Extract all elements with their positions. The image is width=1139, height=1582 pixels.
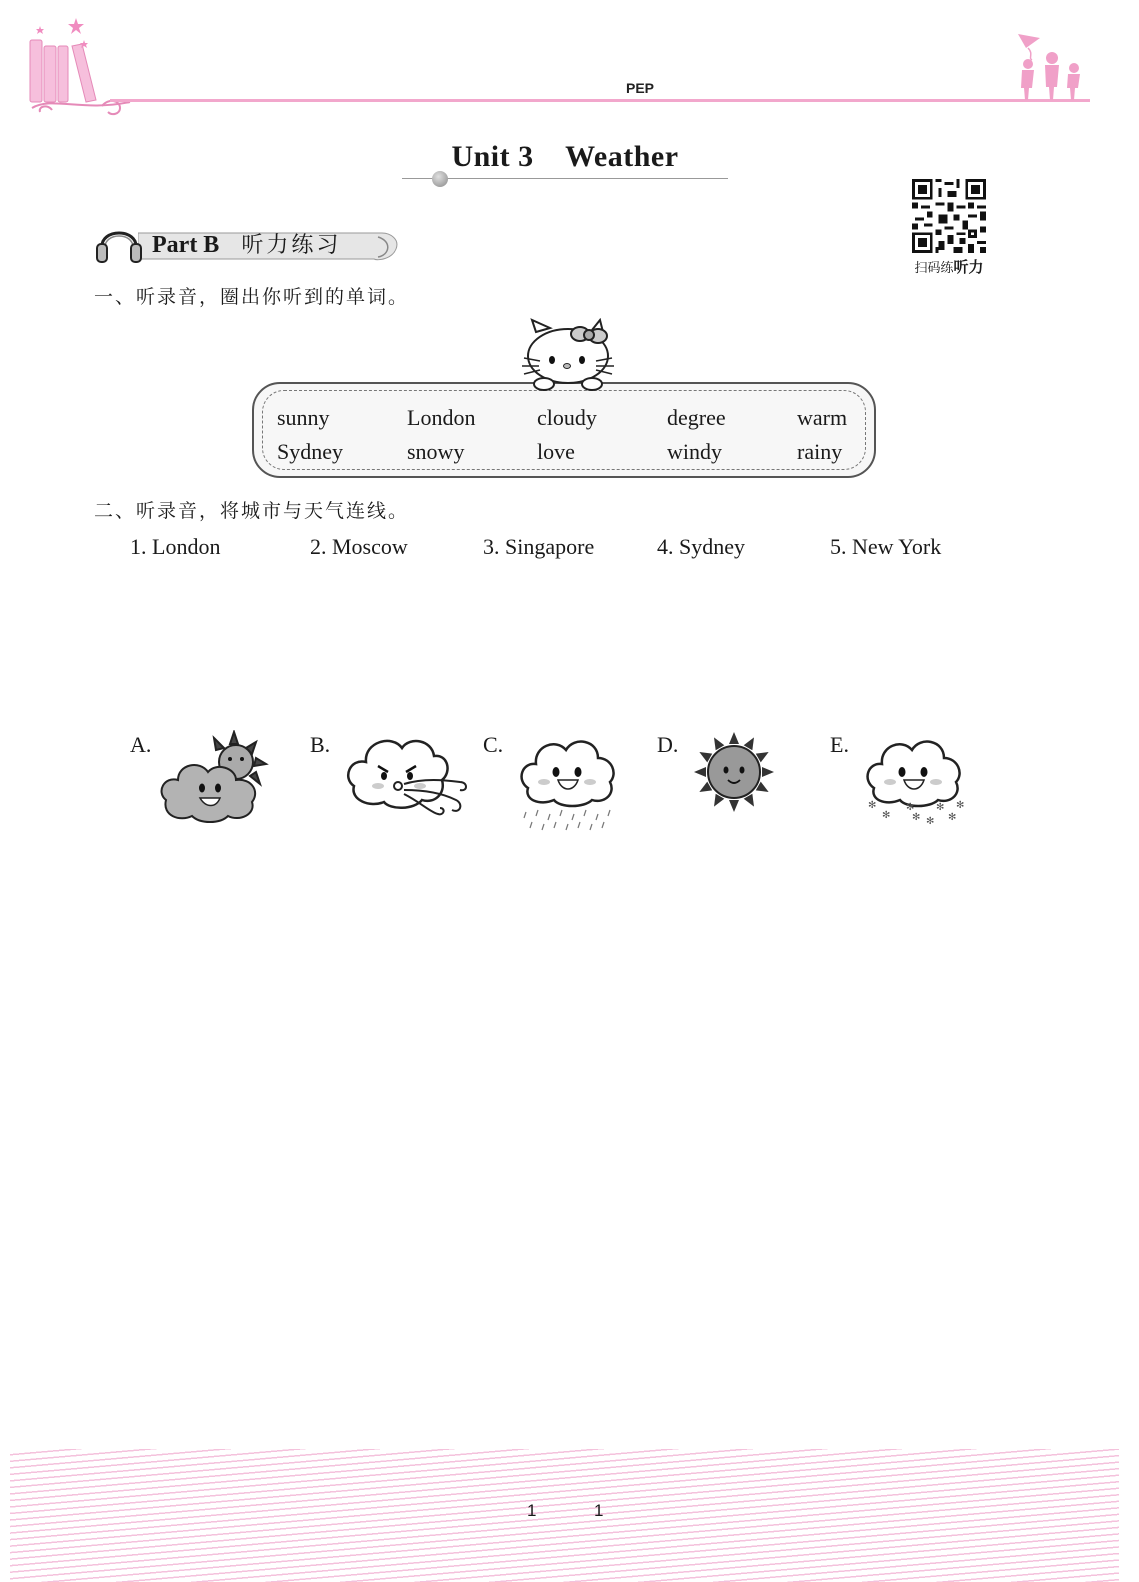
svg-text:✻: ✻ (926, 816, 935, 827)
part-title-cn: 听力练习 (241, 233, 342, 258)
headphones-icon (94, 218, 144, 266)
svg-text:✻: ✻ (948, 812, 957, 823)
word-option[interactable]: windy (667, 439, 722, 464)
word-option[interactable]: rainy (797, 439, 843, 464)
hello-kitty-icon (522, 318, 614, 392)
exercise1-instruction: 一、听录音，圈出你听到的单词。 (94, 286, 410, 308)
exercise2-instruction: 二、听录音，将城市与天气连线。 (94, 500, 410, 522)
page-number-right: 1 (594, 1501, 604, 1520)
word-option[interactable]: degree (667, 405, 726, 430)
city-item[interactable]: 4. Sydney (657, 534, 745, 559)
city-item[interactable]: 1. London (130, 534, 221, 559)
city-item[interactable]: 3. Singapore (483, 534, 595, 559)
svg-text:✻: ✻ (868, 800, 877, 811)
header-rule (110, 99, 1090, 102)
qr-caption: 扫码练听力 (914, 258, 984, 276)
footer-band (10, 1449, 1119, 1582)
city-item[interactable]: 2. Moscow (310, 534, 408, 559)
snowy-cloud-icon[interactable] (862, 728, 966, 828)
page-title: Unit 3 Weather (451, 140, 679, 173)
sun-icon[interactable] (692, 730, 776, 814)
word-option[interactable]: London (407, 405, 476, 430)
page-number-left: 1 (527, 1501, 537, 1520)
word-option[interactable]: cloudy (537, 405, 597, 430)
rainy-cloud-icon[interactable] (516, 728, 620, 832)
svg-text:✻: ✻ (912, 812, 921, 823)
header-children-kite-icon (1014, 30, 1090, 102)
qr-code-icon[interactable] (912, 179, 986, 253)
part-label: Part B (152, 232, 220, 258)
header-label: PEP (625, 80, 654, 96)
header-books-decoration-icon (22, 16, 134, 118)
word-option[interactable]: warm (797, 405, 848, 430)
svg-text:✻: ✻ (956, 800, 965, 811)
svg-text:✻: ✻ (906, 802, 915, 813)
option-label: C. (483, 732, 504, 757)
option-label: D. (657, 732, 679, 757)
title-rule (402, 178, 728, 179)
section-heading (152, 228, 341, 259)
option-label: A. (130, 732, 152, 757)
word-option[interactable]: love (537, 439, 575, 464)
title-bullet-icon (432, 171, 448, 187)
city-item[interactable]: 5. New York (830, 534, 942, 559)
option-label: E. (830, 732, 849, 757)
word-option[interactable]: sunny (277, 405, 330, 430)
svg-text:✻: ✻ (882, 810, 891, 821)
option-label: B. (310, 732, 331, 757)
svg-text:✻: ✻ (936, 802, 945, 813)
windy-cloud-icon[interactable] (344, 728, 470, 822)
word-option[interactable]: snowy (407, 439, 465, 464)
cloudy-sun-icon[interactable] (156, 730, 270, 824)
word-option[interactable]: Sydney (277, 439, 343, 464)
